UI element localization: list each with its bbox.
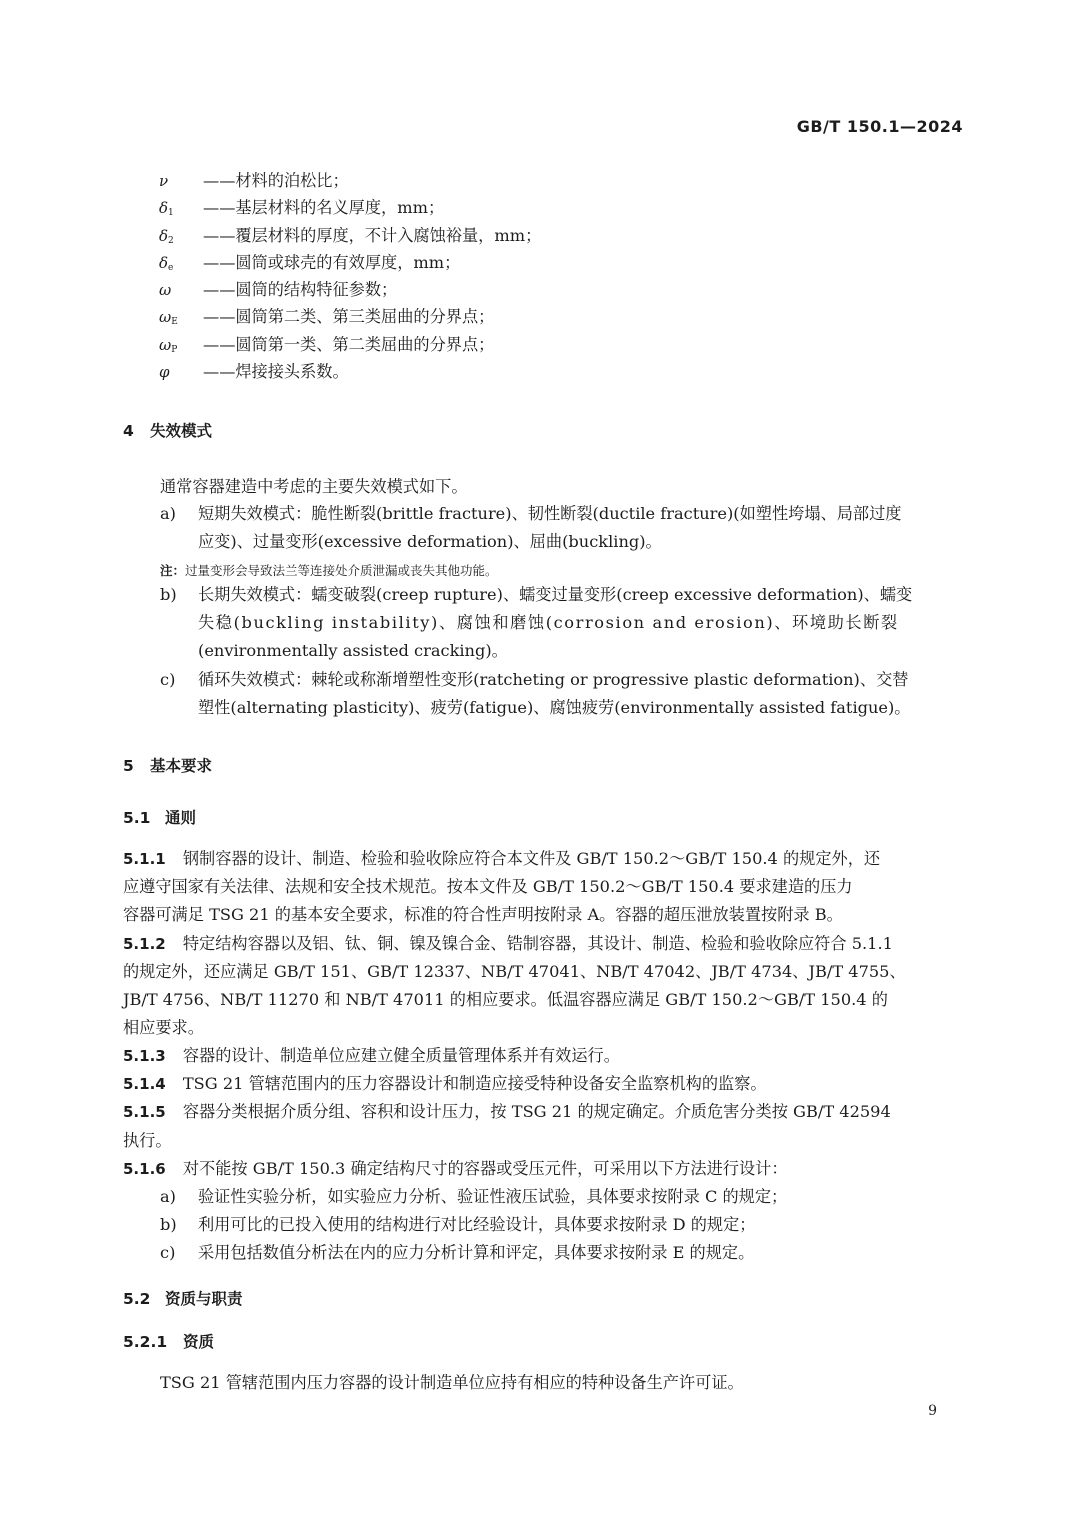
clause-5-1-2: 5.1.2 特定结构容器以及铝、钛、铜、镍及镍合金、锆制容器，其设计、制造、检验和验收除应符合 5.1.1 bbox=[123, 934, 893, 953]
symbol: ω bbox=[159, 281, 172, 299]
clause-line: JB/T 4756、NB/T 11270 和 NB/T 47011 的相应要求。低温容器应满足 GB/T 150.2～GB/T 150.4 的 bbox=[123, 990, 888, 1009]
symbol: $\omega_E$ bbox=[159, 308, 178, 327]
clause-5-1-1: 5.1.1 钢制容器的设计、制造、检验和验收除应符合本文件及 GB/T 150.2～GB/T 150.4 的规定外，还 bbox=[123, 849, 881, 868]
clause-line: 执行。 bbox=[123, 1131, 172, 1150]
clause-5-1-4: 5.1.4 TSG 21 管辖范围内的压力容器设计和制造应接受特种设备安全监察机构的监察。 bbox=[123, 1074, 767, 1093]
symbol: $\delta_1$ bbox=[159, 199, 174, 218]
section-4-heading: 4 失效模式 bbox=[123, 422, 213, 440]
symbol: $\delta_e$ bbox=[159, 254, 174, 273]
clause-5-1-5: 5.1.5 容器分类根据介质分组、容积和设计压力，按 TSG 21 的规定确定。介质危害分类按 GB/T 42594 bbox=[123, 1102, 891, 1121]
note: 注：过量变形会导致法兰等连接处介质泄漏或丧失其他功能。 bbox=[160, 563, 498, 578]
clause-line: 应遵守国家有关法律、法规和安全技术规范。按本文件及 GB/T 150.2～GB/T 150.4 要求建造的压力 bbox=[123, 877, 853, 896]
clause-5-1-6: 5.1.6 对不能按 GB/T 150.3 确定结构尺寸的容器或受压元件，可采用以下方法进行设计： bbox=[123, 1159, 788, 1178]
page-number: 9 bbox=[928, 1403, 937, 1419]
section-4-intro: 通常容器建造中考虑的主要失效模式如下。 bbox=[160, 477, 468, 496]
symbol: ν bbox=[159, 172, 169, 190]
section-5-2-1-text: TSG 21 管辖范围内压力容器的设计制造单位应持有相应的特种设备生产许可证。 bbox=[160, 1373, 744, 1392]
symbol: $\omega_P$ bbox=[159, 336, 178, 355]
clause-5-1-3: 5.1.3 容器的设计、制造单位应建立健全质量管理体系并有效运行。 bbox=[123, 1046, 620, 1065]
standard-code: GB/T 150.1—2024 bbox=[796, 117, 963, 136]
symbol: φ bbox=[159, 363, 170, 381]
clause-line: 的规定外，还应满足 GB/T 151、GB/T 12337、NB/T 47041、NB/T 47042、JB/T 4734、JB/T 4755、 bbox=[123, 962, 906, 981]
symbol: $\delta_2$ bbox=[159, 227, 174, 246]
section-5-2-1-heading: 5.2.1 资质 bbox=[123, 1333, 215, 1351]
section-5-heading: 5 基本要求 bbox=[123, 757, 213, 775]
document-page: GB/T 150.1—2024 ν ——材料的泊松比； $\delta_1$ ——基层材料的名义厚度，mm； $\delta_2$ ——覆层材料的厚度，不计入腐蚀裕量，mm； $\delta_e$ ——圆筒或球壳的有效厚度，mm； ω ——圆筒的结构特征参数； $\omega_E$ ——圆筒第二类、第三类屈曲的分界点； $\omega_P$ ——圆筒第一类、第二类屈曲的分界点； φ ——焊接接头系数。 4 失效模式 通常容器建造中考虑的主要失效模式如下。 a) 短期失效模式：脆性断裂(brittle fracture)、韧性断裂(ductile fracture)(如塑性垮塌、局部过度 应变)、过量变形(excessive deformation)、屈曲(buckling)。 注：过量变形会导致法兰等连接处介质泄漏或丧失其他功能。 b) 长期失效模式：蠕变破裂(creep rupture)、蠕变过量变形(creep excessive deformation)、蠕变 失稳(buckling instability)、腐蚀和磨蚀(corrosion and erosion)、环境助长断裂 (environmentally assisted cracking)。 c) 循环失效模式：棘轮或称渐增塑性变形(ratcheting or progressive plastic deformation)、交替 塑性(alternating plasticity)、疲劳(fatigue)、腐蚀疲劳(environmentally assisted fatigue)。 5 基本要求 5.1 通则 5.1.1 钢制容器的设计、制造、检验和验收除应符合本文件及 GB/T 150.2～GB/T 150.4 的规定外，还 应遵守国家有关法律、法规和安全技术规范。按本文件及 GB/T 150.2～GB/T 150.4 要求建造的压力 容器可满足 TSG 21 的基本安全要求，标准的符合性声明按附录 A。容器的超压泄放装置按附录 B。 5.1.2 特定结构容器以及铝、钛、铜、镍及镍合金、锆制容器，其设计、制造、检验和验收除应符合 5.1.1 的规定外，还应满足 GB/T 151、GB/T 12337、NB/T 47041、NB/T 47042、JB/T 4734、JB/T 4755、 JB/T 4756、NB/T 11270 和 NB/T 47011 的相应要求。低温容器应满足 GB/T 150.2～GB/T 150.4 的 相应要求。 5.1.3 容器的设计、制造单位应建立健全质量管理体系并有效运行。 5.1.4 TSG 21 管辖范围内的压力容器设计和制造应接受特种设备安全监察机构的监察。 5.1.5 容器分类根据介质分组、容积和设计压力，按 TSG 21 的规定确定。介质危害分类按 GB/T 42594 执行。 5.1.6 对不能按 GB/T 150.3 确定结构尺寸的容器或受压元件，可采用以下方法进行设计： a) 验证性实验分析，如实验应力分析、验证性液压试验，具体要求按附录 C 的规定； b) 利用可比的已投入使用的结构进行对比经验设计，具体要求按附录 D 的规定； c) 采用包括数值分析法在内的应力分析计算和评定，具体要求按附录 E 的规定。 5.2 资质与职责 5.2.1 资质 TSG 21 管辖范围内压力容器的设计制造单位应持有相应的特种设备生产许可证。 9 bbox=[123, 117, 963, 1419]
section-5-2-heading: 5.2 资质与职责 bbox=[123, 1290, 243, 1308]
clause-line: 相应要求。 bbox=[123, 1018, 204, 1037]
section-5-1-heading: 5.1 通则 bbox=[123, 809, 197, 827]
clause-line: 容器可满足 TSG 21 的基本安全要求，标准的符合性声明按附录 A。容器的超压泄放装置按附录 B。 bbox=[123, 905, 843, 924]
